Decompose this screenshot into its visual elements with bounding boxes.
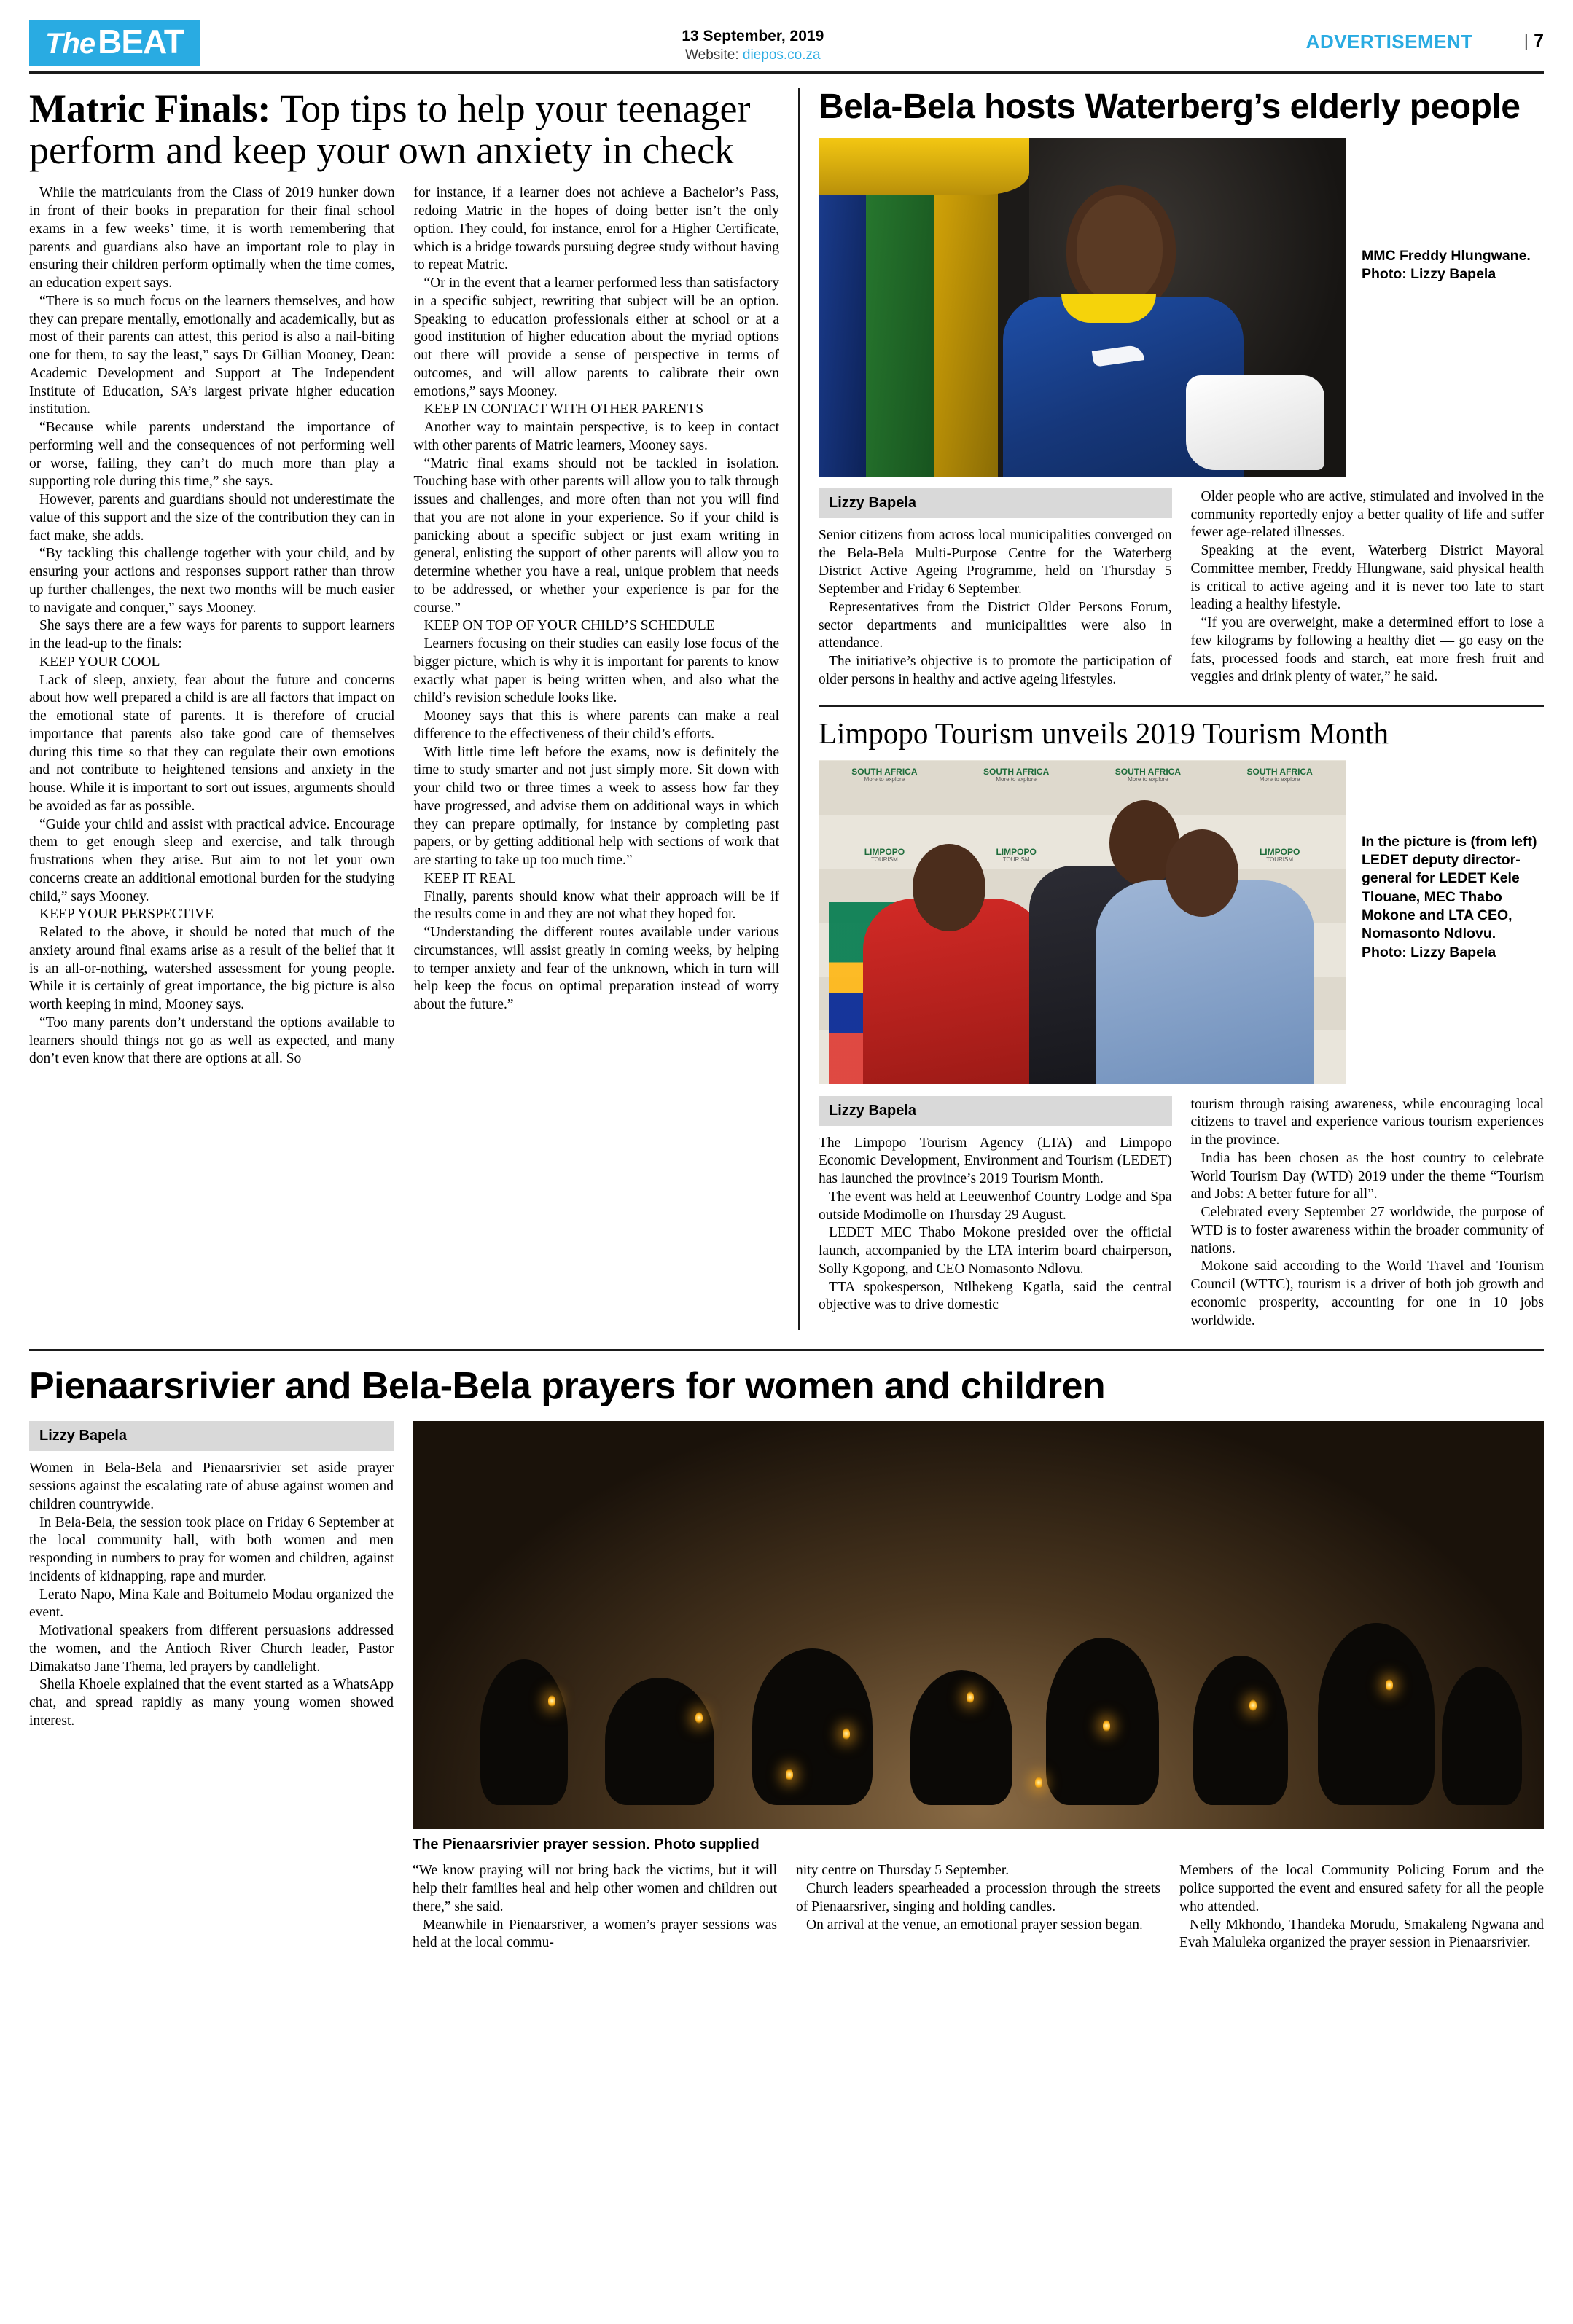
prayers-column-2 <box>413 1862 777 1952</box>
paragraph: Members of the local Community Policing Forum and the police supported the event and ensured safety for all the people who attended. <box>1179 1863 1544 1914</box>
byline: Lizzy Bapela <box>819 1096 1172 1126</box>
matric-column-1 <box>29 184 395 1068</box>
bela-photo-caption: MMC Freddy Hlungwane. Photo: Lizzy Bapela <box>1362 247 1531 283</box>
paragraph: “Too many parents don’t understand the options available to learners should things not go as well as expected, and many don’t even know that there are options at all. So <box>29 1014 395 1067</box>
bela-headline: Bela-Bela hosts Waterberg’s elderly people <box>819 87 1521 126</box>
bela-column-2 <box>1191 488 1545 689</box>
backdrop-logo-tagline: More to explore <box>1128 775 1168 783</box>
paragraph: “By tackling this challenge together with your child, and by ensuring your actions and responses support rather than throw up further challenges, the next two months will be much easier to navigate and conquer,” says Mooney. <box>29 546 395 616</box>
tourism-photo <box>819 760 1346 1084</box>
logo-beat-text: BEAT <box>98 23 184 60</box>
backdrop-logo-text: SOUTH AFRICA <box>1115 766 1181 777</box>
logo-the-text: The <box>45 28 95 60</box>
prayers-headline: Pienaarsrivier and Bela-Bela prayers for women and children <box>29 1365 1106 1408</box>
byline: Lizzy Bapela <box>819 488 1172 518</box>
paragraph: Finally, parents should know what their approach will be if the results come in and they are not what they hoped for. <box>413 888 779 923</box>
backdrop-logo-limpopo: LIMPOPO <box>996 846 1037 857</box>
website-link[interactable]: diepos.co.za <box>742 47 821 63</box>
paragraph: Representatives from the District Older Persons Forum, sector departments and municipalities were also in attendance. <box>819 599 1172 652</box>
story-matric-finals <box>29 88 798 1330</box>
story-prayers <box>29 1351 1544 1952</box>
paragraph: On arrival at the venue, an emotional prayer session began. <box>806 1917 1143 1933</box>
tourism-photo-caption: In the picture is (from left) LEDET deputy director-general for LEDET Kele Tlouane, MEC Thabo Mokone and LTA CEO, Nomasonto Ndlovu. Photo: Lizzy Bapela <box>1362 833 1537 960</box>
backdrop-logo-sub: TOURISM <box>871 856 898 863</box>
subhead: KEEP IT REAL <box>424 870 517 886</box>
backdrop-logo-limpopo: LIMPOPO <box>864 846 905 857</box>
page-number-bar: | <box>1523 31 1529 51</box>
paragraph: “Because while parents understand the importance of performing well and the consequences of not performing well or worse, failing, they can’t do much more than play a supporting role during this time,” she says. <box>29 420 395 490</box>
matric-headline <box>29 88 779 171</box>
prayers-grid <box>29 1421 1544 1952</box>
paragraph: “Guide your child and assist with practical advice. Encourage them to get enough sleep and exercise, and talk through frustrations when they arise. But aim to not let your own concerns create an additional emotional burden for the studying child,” says Mooney. <box>29 816 395 904</box>
prayers-bottom-columns <box>413 1862 1544 1952</box>
paragraph: However, parents and guardians should not underestimate the value of this support and the size of the contribution they can in fact make, she adds. <box>29 492 395 544</box>
paragraph: Lack of sleep, anxiety, fear about the future and concerns about how well prepared a child is are all factors that impact on the emotional state of parents. It is therefore of crucial importance that parents also take good care of themselves during this time so that they can regulate their own emotions and not contribute to heightened tensions and anxiety in the house. While it is important to sort out issues, arguments should be avoided as far as possible. <box>29 672 395 814</box>
tourism-photo-row <box>819 760 1544 1084</box>
paragraph: Church leaders spearheaded a procession through the streets of Pienaarsriver, singing and holding candles. <box>796 1881 1160 1914</box>
paragraph: TTA spokesperson, Ntlhekeng Kgatla, said the central objective was to drive domestic <box>819 1279 1172 1313</box>
paragraph: Lerato Napo, Mina Kale and Boitumelo Modau organized the event. <box>29 1586 394 1621</box>
paragraph: Senior citizens from across local municipalities converged on the Bela-Bela Multi-Purpose Centre for the Waterberg District Active Ageing Programme, held on Thursday 5 September and Friday 6 September. <box>819 527 1172 598</box>
story-limpopo-tourism <box>819 717 1544 1331</box>
backdrop-logo-sub: TOURISM <box>1002 856 1030 863</box>
backdrop-logo-text: SOUTH AFRICA <box>851 766 918 777</box>
paragraph: “We know praying will not bring back the victims, but it will help their families heal and help other women and children out there,” she said. <box>413 1863 777 1914</box>
paragraph: “There is so much focus on the learners themselves, and how they can prepare mentally, emotionally and academically, but as most of their parents can attest, this period is also a nail-biting one for them, to say the least,” says Dr Gillian Mooney, Dean: Academic Development and Support at The Independent Institute of Education, SA’s largest private higher education institution. <box>29 293 395 418</box>
website-label: Website: <box>685 47 739 63</box>
top-section <box>29 77 1544 1330</box>
tourism-columns <box>819 1096 1544 1331</box>
paragraph: Celebrated every September 27 worldwide, the purpose of WTD is to foster awareness within the broader community of nations. <box>1190 1205 1544 1256</box>
paragraph: for instance, if a learner does not achieve a Bachelor’s Pass, redoing Matric in the hopes of doing better isn’t the only option. They could, for instance, enrol for a Higher Certificate, which is a bridge towards pursuing degree study without having to repeat Matric. <box>413 185 779 273</box>
matric-headline-rest: Top tips to help your teenager perform and keep your own anxiety in check <box>29 87 751 173</box>
bela-photo-row <box>819 138 1544 477</box>
paragraph: Meanwhile in Pienaarsriver, a women’s prayer sessions was held at the local commu- <box>413 1917 777 1951</box>
bela-columns <box>819 488 1544 689</box>
paragraph: Nelly Mkhondo, Thandeka Morudu, Smakaleng Ngwana and Evah Maluleka organized the prayer session in Pienaarsrivier. <box>1179 1917 1544 1951</box>
backdrop-logo-text: SOUTH AFRICA <box>983 766 1050 777</box>
prayers-column-1 <box>29 1421 394 1952</box>
byline: Lizzy Bapela <box>29 1421 394 1451</box>
matric-column-2 <box>414 184 780 1068</box>
paragraph: She says there are a few ways for parents to support learners in the lead-up to the finals: <box>29 618 395 652</box>
backdrop-logo-sub: TOURISM <box>1266 856 1293 863</box>
subhead: KEEP IN CONTACT WITH OTHER PARENTS <box>424 402 704 418</box>
paragraph: Learners focusing on their studies can easily lose focus of the bigger picture, which is why it is important for parents to know exactly what paper is being written when, and also what the child’s revision schedule looks like. <box>413 636 779 706</box>
paragraph: LEDET MEC Thabo Mokone presided over the official launch, accompanied by the LTA interim board chairperson, Solly Kgopong, and CEO Nomasonto Ndlovu. <box>819 1225 1172 1277</box>
paragraph: The event was held at Leeuwenhof Country Lodge and Spa outside Modimolle on Thursday 29 August. <box>819 1189 1172 1223</box>
paragraph: “Or in the event that a learner performed less than satisfactory in a specific subject, rewriting that subject will be an option. Speaking to education professionals either at school or at a good institution of higher education about the myriad options out there will provide a sense of perspective in terms of outcomes, and will allow parents to calibrate their own emotions,” says Mooney. <box>413 275 779 399</box>
page-number: 7 <box>1534 31 1544 51</box>
right-column <box>800 88 1544 1330</box>
matric-columns <box>29 184 779 1068</box>
paragraph: Another way to maintain perspective, is to keep in contact with other parents of Matric learners, Mooney says. <box>413 420 779 453</box>
paragraph: Mooney says that this is where parents can make a real difference to the effectiveness of their child’s efforts. <box>413 708 779 742</box>
issue-date: 13 September, 2019 <box>682 28 824 44</box>
matric-headline-bold: Matric Finals: <box>29 87 271 130</box>
backdrop-logo-tagline: More to explore <box>1259 775 1300 783</box>
paragraph: “Matric final exams should not be tackled in isolation. Touching base with other parents will allow you to talk through issues and challenges, and more often than not you will find that you are not alone in your experience. So if your child is panicking about a specific subject or just exam writing in general, enlisting the support of other parents will allow you to determine whether you have a real, unique problem that needs to be addressed, or whether your experience is par for the course.” <box>413 455 779 616</box>
tourism-column-2 <box>1191 1096 1545 1331</box>
subhead: KEEP YOUR PERSPECTIVE <box>39 907 214 923</box>
masthead-center <box>200 19 1306 63</box>
paragraph: While the matriculants from the Class of 2019 hunker down in front of their books in preparation for their final school exams in a few weeks’ time, it is worth remembering that parents and guardians also have an important role to play in ensuring their children perform optimally when the time comes, an education expert says. <box>29 185 395 292</box>
paragraph: Speaking at the event, Waterberg District Mayoral Committee member, Freddy Hlungwane, said physical health is critical to active ageing and it is never too late to start leading a healthy lifestyle. <box>1190 543 1544 613</box>
paragraph: “If you are overweight, make a determined effort to lose a few kilograms by following a healthy diet — go easy on the fats, processed foods and starch, eat more fresh fruit and veggies and drink plenty of water,” he said. <box>1190 615 1544 685</box>
prayers-column-3 <box>796 1862 1160 1952</box>
paragraph: With little time left before the exams, now is definitely the time to study smarter and not just simply more. Sit down with your child two or three times a week to assess how far they have progressed, and advise them on additional ways in which they can prepare optimally, for instance by completing past papers, or by getting additional help with sections of work that are starting to take up too much time.” <box>413 744 779 869</box>
backdrop-logo-text: SOUTH AFRICA <box>1246 766 1313 777</box>
advertisement-label: ADVERTISEMENT <box>1305 31 1473 52</box>
section-rule <box>819 705 1544 707</box>
tourism-headline: Limpopo Tourism unveils 2019 Tourism Month <box>819 716 1389 750</box>
story-bela-bela <box>819 88 1544 689</box>
paragraph: Sheila Khoele explained that the event started as a WhatsApp chat, and spread rapidly as many young women showed interest. <box>29 1677 394 1729</box>
subhead: KEEP YOUR COOL <box>39 654 160 670</box>
backdrop-logo-tagline: More to explore <box>864 775 905 783</box>
website-line <box>200 47 1306 63</box>
paragraph: The Limpopo Tourism Agency (LTA) and Limpopo Economic Development, Environment and Tourism (LEDET) has launched the province’s 2019 Tourism Month. <box>819 1135 1172 1187</box>
paragraph: Older people who are active, stimulated and involved in the community reportedly enjoy a better quality of life and suffer fewer age-related illnesses. <box>1190 488 1544 541</box>
prayers-photo <box>413 1421 1544 1829</box>
subhead: KEEP ON TOP OF YOUR CHILD’S SCHEDULE <box>424 618 715 634</box>
masthead <box>29 19 1544 74</box>
paragraph: tourism through raising awareness, while encouraging local citizens to travel and experience various tourism experiences in the province. <box>1190 1096 1544 1149</box>
paragraph: The initiative’s objective is to promote the participation of older persons in healthy and active ageing lifestyles. <box>819 654 1172 687</box>
paragraph: India has been chosen as the host country to celebrate World Tourism Day (WTD) 2019 under the theme “Tourism and Jobs: A better future for all”. <box>1190 1150 1544 1202</box>
paragraph: “Understanding the different routes available under various circumstances, will assist greatly in coming weeks, by helping to temper anxiety and fear of the unknown, which in turn will help keep the focus on optimal preparation instead of worry about the future.” <box>413 925 779 1013</box>
publication-logo <box>29 20 200 66</box>
prayers-column-4 <box>1179 1862 1544 1952</box>
prayers-photo-caption: The Pienaarsrivier prayer session. Photo supplied <box>413 1836 760 1853</box>
paragraph: Motivational speakers from different persuasions addressed the women, and the Antioch River Church leader, Pastor Dimakatso Jane Thema, led prayers by candlelight. <box>29 1623 394 1675</box>
bela-column-1 <box>819 488 1172 689</box>
page-number-block <box>1524 19 1544 52</box>
bela-photo <box>819 138 1346 477</box>
paragraph: Related to the above, it should be noted that much of the anxiety around final exams arise as a result of the belief that it is an all-or-nothing, watershed assessment for young people. While it is certainly of great importance, the big picture is also worth keeping in mind, Mooney says. <box>29 925 395 1013</box>
paragraph: In Bela-Bela, the session took place on Friday 6 September at the local community hall, with both women and men responding in numbers to pray for women and children, against incidents of kidnapping, rape and murder. <box>29 1514 394 1584</box>
paragraph: Women in Bela-Bela and Pienaarsrivier set aside prayer sessions against the escalating rate of abuse against women and children countrywide. <box>29 1460 394 1512</box>
backdrop-logo-limpopo: LIMPOPO <box>1259 846 1300 857</box>
tourism-column-1 <box>819 1096 1172 1331</box>
paragraph: Mokone said according to the World Travel and Tourism Council (WTTC), tourism is a driver of both job growth and economic prosperity, accounting for one in 10 jobs worldwide. <box>1190 1259 1544 1329</box>
backdrop-logo-tagline: More to explore <box>996 775 1037 783</box>
prayers-right <box>413 1421 1544 1952</box>
paragraph: nity centre on Thursday 5 September. <box>796 1863 1010 1879</box>
